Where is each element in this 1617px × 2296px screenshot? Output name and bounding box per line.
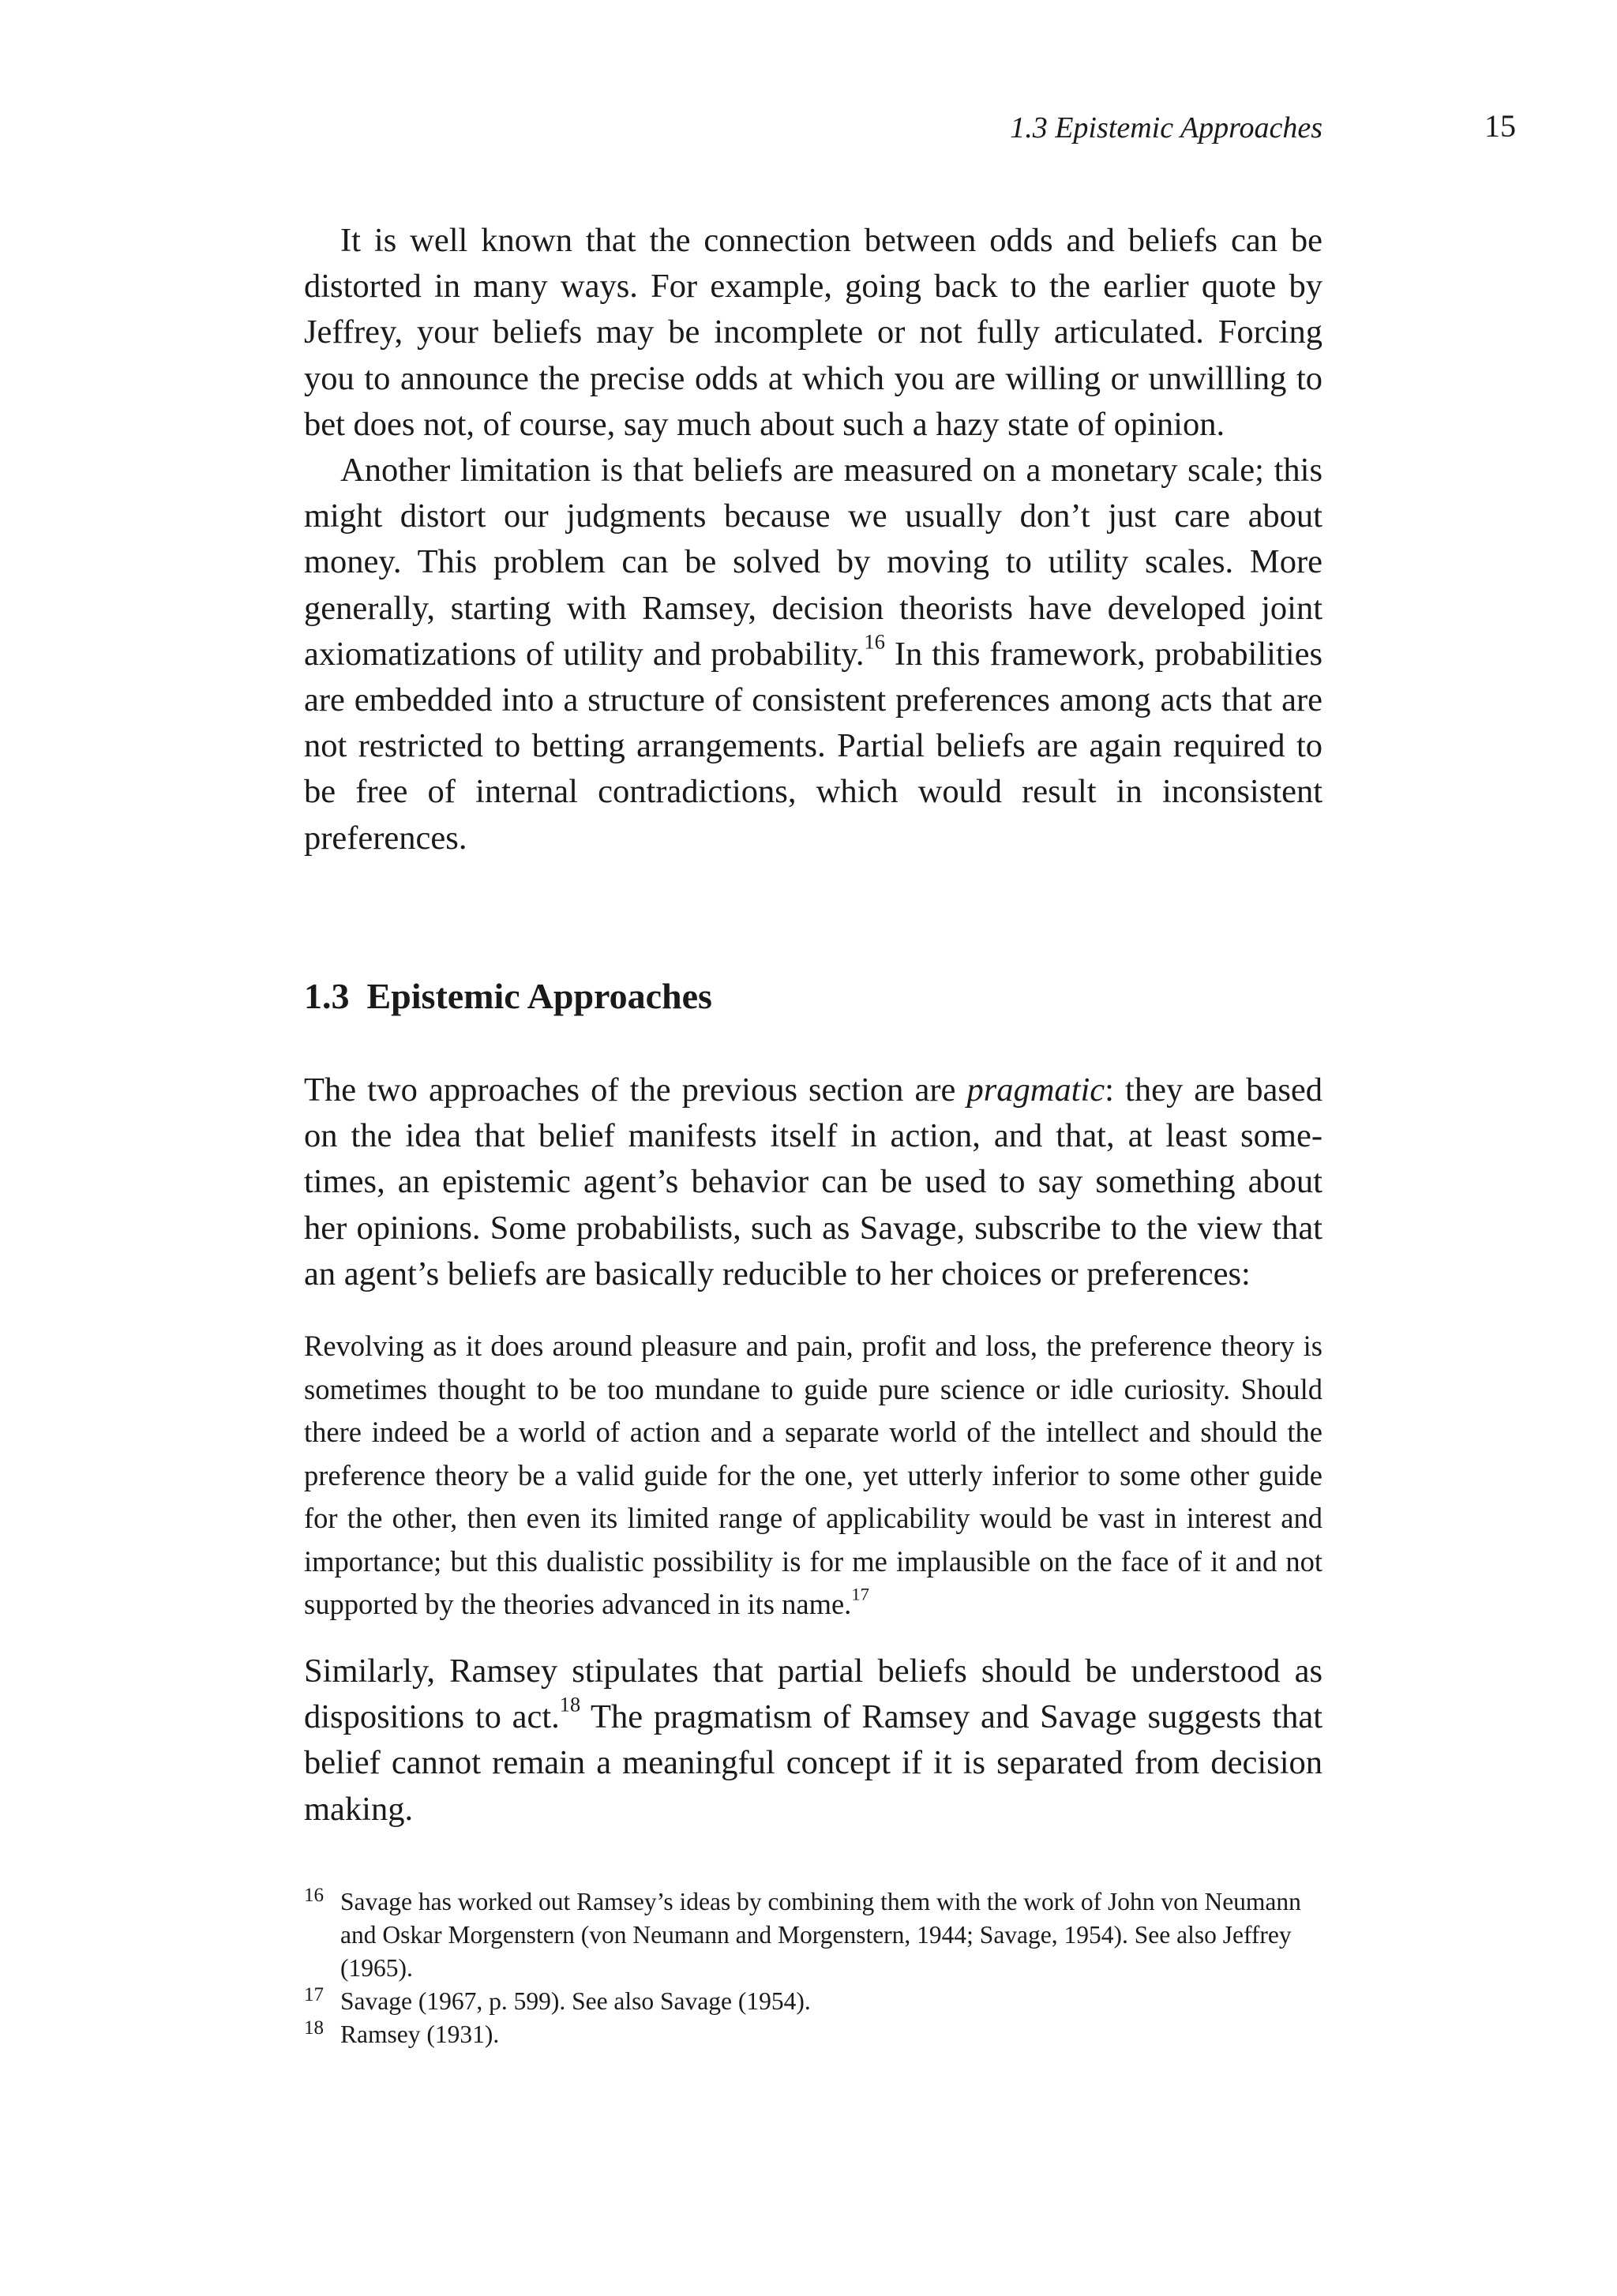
paragraph-text: Another limitation is that beliefs are measured on a monetary scale; this might distort our judgments because we usually don’t just care about money. This problem can be solved by moving to utility scales. More generally, starting with Ramsey, decision theorists have developed joint axiomatizations of utility and probability.: [304, 452, 1322, 673]
footnote-ref-18[interactable]: 18: [559, 1693, 581, 1716]
block-quote: [304, 1325, 1322, 1626]
opening-paragraphs: [304, 218, 1322, 861]
footnote-16: [304, 1885, 1322, 1985]
paragraph-text: The two approaches of the previous section are: [304, 1071, 967, 1109]
quote-text: Revolving as it does around pleasure and pain, profit and loss, the preference theory is sometimes thought to be too mundane to guide pure science or idle curiosity. Should there indeed be a world of action and a separate world of the intellect and should the preference theory be a valid guide for the one, yet utterly inferior to some other guide for the other, then even its limited range of applicability would be vast in interest and importance; but this dualistic possibility is for me implausible on the face of it and not supported by the theories advanced in its name.: [304, 1330, 1322, 1620]
footnote-text: Ramsey (1931).: [340, 2020, 500, 2048]
page-number: 15: [1484, 108, 1516, 144]
section-title: Epistemic Approaches: [366, 976, 712, 1016]
running-header-title: 1.3 Epistemic Approaches: [1010, 111, 1322, 144]
paragraph-pragmatic: [304, 1067, 1322, 1297]
footnote-number: 18: [304, 2017, 324, 2039]
footnote-17: [304, 1985, 1322, 2018]
footnote-text: Savage has worked out Ramsey’s ideas by combining them with the work of John von Neumann and Oskar Morgenstern (von Neumann and Morgenstern, 1944; Savage, 1954). See also Jeffrey (1965).: [340, 1888, 1301, 1982]
footnote-18: [304, 2018, 1322, 2051]
paragraph-text: The pragmatism of Ramsey and Savage suggests that belief cannot remain a meaningful concept if it is separated from decision making.: [304, 1698, 1322, 1828]
footnote-number: 17: [304, 1984, 324, 2005]
footnote-number: 16: [304, 1885, 324, 1906]
emphasis-pragmatic: pragmatic: [966, 1071, 1105, 1109]
footnote-ref-16[interactable]: 16: [864, 630, 885, 654]
section-heading: [304, 973, 1322, 1020]
paragraph-text: : they are based on the idea that belief manifests itself in action, and that, at least sometimes, an epistemic agent’s behavior can be used to say something about her opinions. Some probabilists, such as Savage, subscribe to the view that an agent’s beliefs are basically reducible to her choices or preferences:: [304, 1071, 1322, 1292]
paragraph-monetary-scale: [304, 448, 1322, 861]
paragraph-odds-beliefs: It is well known that the connection between odds and beliefs can be distorted in many ways. For example, going back to the earlier quote by Jeffrey, your beliefs may be incomplete or not fully articulated. Forcing you to announce the precise odds at which you are willing or unwillling to bet does not, of course, say much about such a hazy state of opinion.: [304, 222, 1322, 443]
footnote-ref-17[interactable]: 17: [851, 1584, 869, 1604]
closing-paragraph: [304, 1649, 1322, 1833]
section-intro: [304, 1067, 1322, 1297]
paragraph-ramsey: [304, 1649, 1322, 1833]
footnotes: [304, 1885, 1322, 2051]
paragraph-text: Similarly, Ramsey stipulates that partial beliefs should be understood as dispositions to act.: [304, 1653, 1322, 1736]
paragraph-text: In this framework, probabilities are embedded into a structure of consistent preferences among acts that are not restricted to betting arrangements. Partial beliefs are again required to be free of internal contradictions, which would result in inconsistent preferences.: [304, 635, 1322, 857]
savage-quote: [304, 1325, 1322, 1626]
section-number: 1.3: [304, 976, 350, 1016]
footnote-text: Savage (1967, p. 599). See also Savage (1954).: [340, 1987, 811, 2015]
